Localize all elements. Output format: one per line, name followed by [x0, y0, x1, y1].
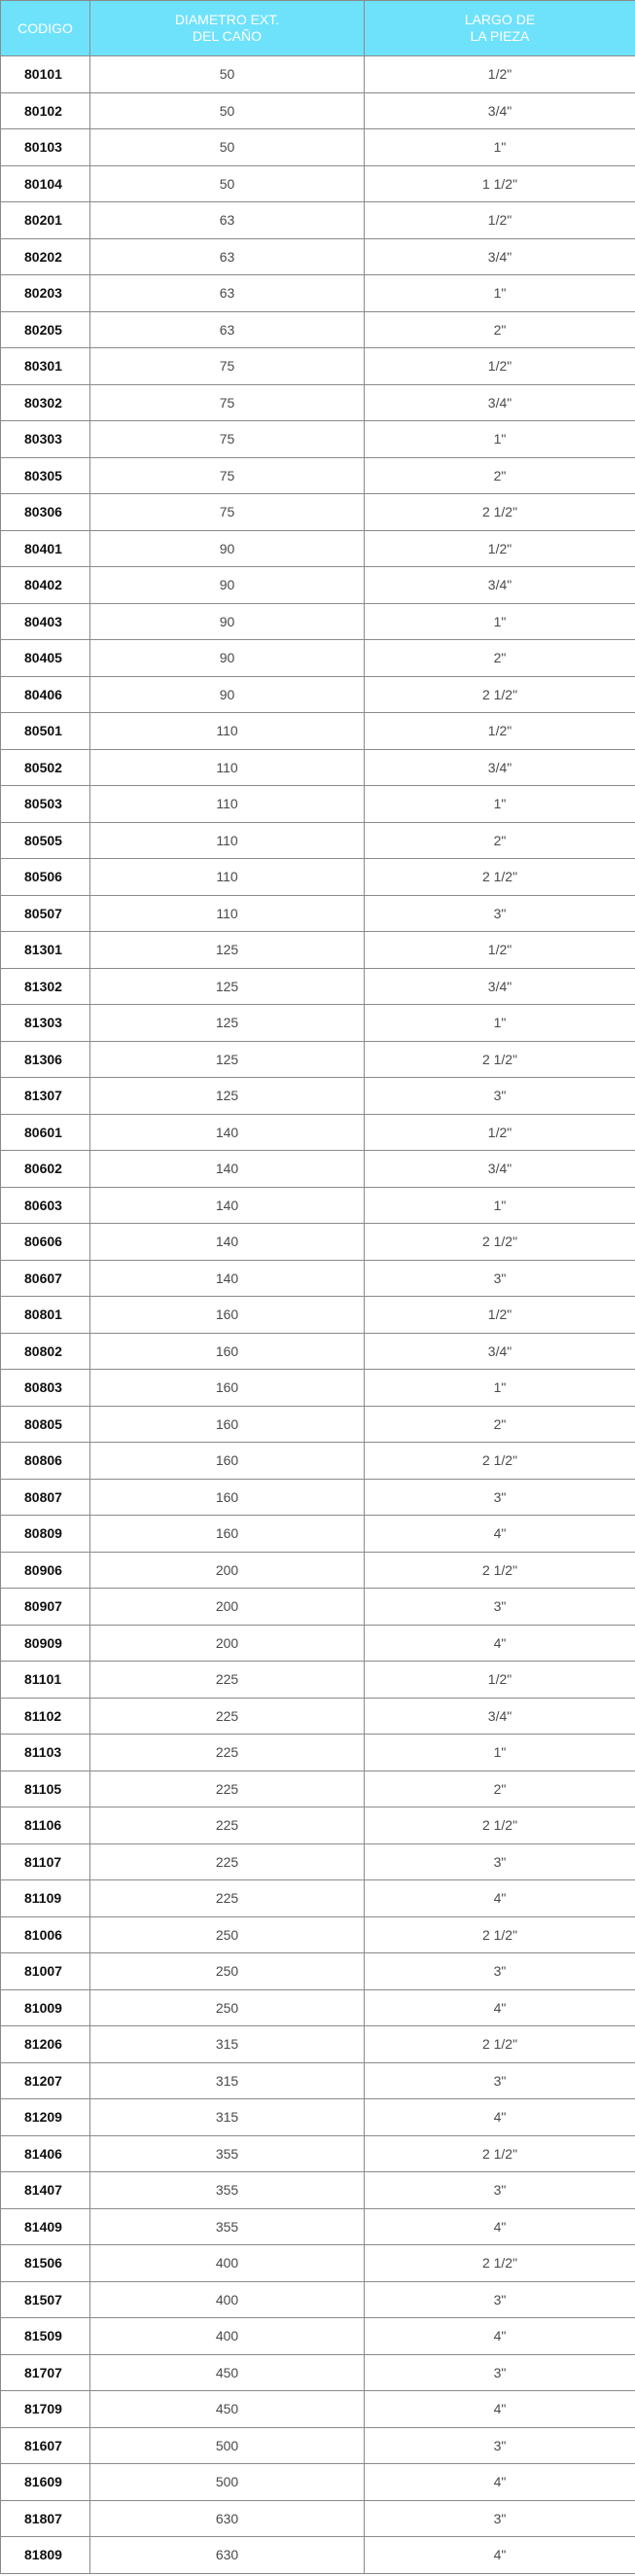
- diameter-cell: 75: [90, 348, 365, 385]
- table-row: [1, 275, 635, 312]
- diameter-cell: 63: [90, 275, 365, 312]
- length-cell: 1/2": [365, 202, 635, 239]
- code-cell: 80803: [1, 1370, 90, 1407]
- code-cell: 80907: [1, 1589, 90, 1626]
- table-row: [1, 2537, 635, 2574]
- code-cell: 81707: [1, 2354, 90, 2391]
- table-row: [1, 859, 635, 896]
- length-cell: 4": [365, 2208, 635, 2245]
- diameter-cell: 225: [90, 1807, 365, 1844]
- table-row: [1, 1406, 635, 1443]
- length-cell: 1": [365, 1370, 635, 1407]
- length-cell: 3": [365, 1260, 635, 1297]
- length-cell: 4": [365, 1880, 635, 1917]
- table-row: [1, 786, 635, 823]
- code-cell: 81709: [1, 2391, 90, 2428]
- diameter-cell: 75: [90, 421, 365, 458]
- table-row: [1, 2172, 635, 2209]
- length-cell: 1": [365, 421, 635, 458]
- code-cell: 80203: [1, 275, 90, 312]
- code-cell: 80502: [1, 749, 90, 786]
- table-row: [1, 2318, 635, 2355]
- table-row: [1, 1078, 635, 1115]
- code-cell: 80301: [1, 348, 90, 385]
- length-cell: 4": [365, 1516, 635, 1553]
- code-cell: 81809: [1, 2537, 90, 2574]
- diameter-cell: 110: [90, 822, 365, 859]
- code-cell: 80809: [1, 1516, 90, 1553]
- code-cell: 81006: [1, 1916, 90, 1953]
- diameter-cell: 355: [90, 2208, 365, 2245]
- length-cell: 2 1/2": [365, 2135, 635, 2172]
- diameter-cell: 355: [90, 2172, 365, 2209]
- diameter-cell: 250: [90, 1916, 365, 1953]
- diameter-cell: 450: [90, 2391, 365, 2428]
- table-row: [1, 348, 635, 385]
- length-cell: 4": [365, 2099, 635, 2136]
- diameter-cell: 315: [90, 2062, 365, 2099]
- table-row: [1, 822, 635, 859]
- diameter-cell: 160: [90, 1406, 365, 1443]
- table-row: [1, 92, 635, 129]
- code-cell: 80401: [1, 530, 90, 567]
- length-cell: 2 1/2": [365, 2245, 635, 2282]
- table-row: [1, 457, 635, 494]
- code-cell: 80405: [1, 640, 90, 677]
- length-cell: 2 1/2": [365, 2026, 635, 2063]
- code-cell: 80402: [1, 567, 90, 604]
- diameter-cell: 500: [90, 2464, 365, 2501]
- code-cell: 81007: [1, 1953, 90, 1990]
- table-row: [1, 895, 635, 932]
- length-cell: 2 1/2": [365, 1224, 635, 1261]
- diameter-cell: 125: [90, 1078, 365, 1115]
- code-cell: 80505: [1, 822, 90, 859]
- table-row: [1, 56, 635, 93]
- diameter-cell: 630: [90, 2500, 365, 2537]
- table-row: [1, 1662, 635, 1699]
- table-row: [1, 1807, 635, 1844]
- code-cell: 80306: [1, 494, 90, 531]
- code-cell: 81407: [1, 2172, 90, 2209]
- code-cell: 80507: [1, 895, 90, 932]
- diameter-cell: 400: [90, 2281, 365, 2318]
- table-row: [1, 1479, 635, 1516]
- diameter-cell: 140: [90, 1114, 365, 1151]
- length-cell: 4": [365, 2537, 635, 2574]
- length-cell: 3/4": [365, 1698, 635, 1735]
- length-cell: 3/4": [365, 92, 635, 129]
- table-row: [1, 1880, 635, 1917]
- length-cell: 1/2": [365, 530, 635, 567]
- table-row: [1, 1989, 635, 2026]
- diameter-cell: 500: [90, 2427, 365, 2464]
- length-cell: 4": [365, 1625, 635, 1662]
- code-cell: 81102: [1, 1698, 90, 1735]
- length-cell: 3/4": [365, 238, 635, 275]
- length-cell: 3": [365, 1843, 635, 1880]
- length-cell: 3/4": [365, 567, 635, 604]
- length-cell: 1": [365, 786, 635, 823]
- length-cell: 3/4": [365, 384, 635, 421]
- code-cell: 80101: [1, 56, 90, 93]
- length-cell: 3/4": [365, 1151, 635, 1188]
- code-cell: 80104: [1, 165, 90, 202]
- length-cell: 2": [365, 311, 635, 348]
- length-cell: 1/2": [365, 1662, 635, 1699]
- table-row: [1, 1370, 635, 1407]
- diameter-cell: 250: [90, 1953, 365, 1990]
- length-cell: 1/2": [365, 348, 635, 385]
- code-cell: 80603: [1, 1187, 90, 1224]
- diameter-cell: 63: [90, 238, 365, 275]
- table-row: [1, 1005, 635, 1042]
- length-cell: 3": [365, 2354, 635, 2391]
- header-code: [1, 1, 90, 56]
- length-cell: 1/2": [365, 713, 635, 750]
- code-cell: 80506: [1, 859, 90, 896]
- table-row: [1, 640, 635, 677]
- code-cell: 80202: [1, 238, 90, 275]
- table-row: [1, 749, 635, 786]
- table-row: [1, 202, 635, 239]
- code-cell: 80303: [1, 421, 90, 458]
- diameter-cell: 315: [90, 2099, 365, 2136]
- length-cell: 2": [365, 1771, 635, 1807]
- diameter-cell: 110: [90, 713, 365, 750]
- code-cell: 80805: [1, 1406, 90, 1443]
- diameter-cell: 450: [90, 2354, 365, 2391]
- header-code-label: CODIGO: [18, 19, 73, 36]
- table-row: [1, 1041, 635, 1078]
- length-cell: 1/2": [365, 56, 635, 93]
- code-cell: 81509: [1, 2318, 90, 2355]
- table-row: [1, 129, 635, 166]
- length-cell: 3": [365, 2062, 635, 2099]
- diameter-cell: 225: [90, 1843, 365, 1880]
- diameter-cell: 140: [90, 1260, 365, 1297]
- diameter-cell: 160: [90, 1479, 365, 1516]
- diameter-cell: 50: [90, 56, 365, 93]
- diameter-cell: 90: [90, 676, 365, 713]
- header-diameter: [90, 1, 365, 56]
- diameter-cell: 630: [90, 2537, 365, 2574]
- table-header-row: [1, 1, 635, 56]
- length-cell: 4": [365, 2391, 635, 2428]
- table-row: [1, 1771, 635, 1807]
- table-row: [1, 2135, 635, 2172]
- diameter-cell: 355: [90, 2135, 365, 2172]
- code-cell: 81506: [1, 2245, 90, 2282]
- length-cell: 1 1/2": [365, 165, 635, 202]
- diameter-cell: 110: [90, 859, 365, 896]
- code-cell: 80205: [1, 311, 90, 348]
- length-cell: 1": [365, 1735, 635, 1771]
- code-cell: 80501: [1, 713, 90, 750]
- diameter-cell: 125: [90, 1041, 365, 1078]
- diameter-cell: 225: [90, 1880, 365, 1917]
- diameter-cell: 50: [90, 92, 365, 129]
- code-cell: 81209: [1, 2099, 90, 2136]
- length-cell: 1": [365, 603, 635, 640]
- code-cell: 81107: [1, 1843, 90, 1880]
- table-row: [1, 2026, 635, 2063]
- code-cell: 80607: [1, 1260, 90, 1297]
- diameter-cell: 160: [90, 1370, 365, 1407]
- table-row: [1, 1224, 635, 1261]
- length-cell: 3": [365, 895, 635, 932]
- table-row: [1, 603, 635, 640]
- table-row: [1, 2427, 635, 2464]
- table-row: [1, 1151, 635, 1188]
- code-cell: 80606: [1, 1224, 90, 1261]
- code-cell: 80503: [1, 786, 90, 823]
- diameter-cell: 63: [90, 311, 365, 348]
- length-cell: 4": [365, 2318, 635, 2355]
- diameter-cell: 75: [90, 457, 365, 494]
- diameter-cell: 110: [90, 786, 365, 823]
- diameter-cell: 315: [90, 2026, 365, 2063]
- length-cell: 3": [365, 2427, 635, 2464]
- length-cell: 1/2": [365, 932, 635, 969]
- table-row: [1, 1114, 635, 1151]
- diameter-cell: 140: [90, 1187, 365, 1224]
- code-cell: 81507: [1, 2281, 90, 2318]
- table-row: [1, 1698, 635, 1735]
- table-row: [1, 1516, 635, 1553]
- table-row: [1, 2062, 635, 2099]
- table-row: [1, 1333, 635, 1370]
- table-row: [1, 1625, 635, 1662]
- table-row: [1, 1260, 635, 1297]
- diameter-cell: 225: [90, 1698, 365, 1735]
- diameter-cell: 200: [90, 1625, 365, 1662]
- table-row: [1, 238, 635, 275]
- diameter-cell: 200: [90, 1552, 365, 1589]
- table-row: [1, 968, 635, 1005]
- length-cell: 2 1/2": [365, 1807, 635, 1844]
- length-cell: 2": [365, 822, 635, 859]
- length-cell: 3/4": [365, 968, 635, 1005]
- table-row: [1, 2245, 635, 2282]
- code-cell: 80403: [1, 603, 90, 640]
- code-cell: 81103: [1, 1735, 90, 1771]
- diameter-cell: 75: [90, 384, 365, 421]
- diameter-cell: 90: [90, 567, 365, 604]
- length-cell: 1": [365, 129, 635, 166]
- code-cell: 81302: [1, 968, 90, 1005]
- code-cell: 81206: [1, 2026, 90, 2063]
- length-cell: 2 1/2": [365, 1916, 635, 1953]
- code-cell: 80302: [1, 384, 90, 421]
- table-row: [1, 311, 635, 348]
- code-cell: 80801: [1, 1297, 90, 1334]
- header-length-line1: LARGO DE: [464, 12, 536, 27]
- diameter-cell: 125: [90, 932, 365, 969]
- length-cell: 1": [365, 1187, 635, 1224]
- table-row: [1, 676, 635, 713]
- table-row: [1, 2208, 635, 2245]
- code-cell: 80601: [1, 1114, 90, 1151]
- diameter-cell: 160: [90, 1333, 365, 1370]
- table-row: [1, 1953, 635, 1990]
- length-cell: 2": [365, 640, 635, 677]
- code-cell: 81106: [1, 1807, 90, 1844]
- code-cell: 80802: [1, 1333, 90, 1370]
- diameter-cell: 90: [90, 603, 365, 640]
- code-cell: 81406: [1, 2135, 90, 2172]
- diameter-cell: 225: [90, 1735, 365, 1771]
- length-cell: 3": [365, 1078, 635, 1115]
- table-row: [1, 567, 635, 604]
- length-cell: 3": [365, 2500, 635, 2537]
- code-cell: 80807: [1, 1479, 90, 1516]
- length-cell: 3/4": [365, 1333, 635, 1370]
- table-row: [1, 2099, 635, 2136]
- table-row: [1, 2464, 635, 2501]
- length-cell: 2": [365, 457, 635, 494]
- length-cell: 2 1/2": [365, 1552, 635, 1589]
- diameter-cell: 225: [90, 1662, 365, 1699]
- table-row: [1, 2500, 635, 2537]
- code-cell: 80906: [1, 1552, 90, 1589]
- code-cell: 81607: [1, 2427, 90, 2464]
- code-cell: 81807: [1, 2500, 90, 2537]
- header-diameter-line1: DIAMETRO EXT.: [174, 12, 280, 27]
- length-cell: 4": [365, 1989, 635, 2026]
- header-length-line2: LA PIEZA: [470, 28, 530, 44]
- table-row: [1, 1735, 635, 1771]
- code-cell: 80305: [1, 457, 90, 494]
- table-row: [1, 1916, 635, 1953]
- table-row: [1, 2281, 635, 2318]
- length-cell: 1/2": [365, 1114, 635, 1151]
- header-diameter-line2: DEL CAÑO: [192, 28, 263, 44]
- code-cell: 81109: [1, 1880, 90, 1917]
- code-cell: 81301: [1, 932, 90, 969]
- table-row: [1, 1187, 635, 1224]
- code-cell: 80602: [1, 1151, 90, 1188]
- diameter-cell: 140: [90, 1151, 365, 1188]
- table-row: [1, 165, 635, 202]
- code-cell: 81101: [1, 1662, 90, 1699]
- diameter-cell: 110: [90, 749, 365, 786]
- diameter-cell: 50: [90, 129, 365, 166]
- table-row: [1, 1297, 635, 1334]
- header-length: [365, 1, 635, 56]
- length-cell: 2 1/2": [365, 676, 635, 713]
- length-cell: 3": [365, 2281, 635, 2318]
- table-row: [1, 1589, 635, 1626]
- diameter-cell: 400: [90, 2318, 365, 2355]
- diameter-cell: 125: [90, 968, 365, 1005]
- code-cell: 80103: [1, 129, 90, 166]
- length-cell: 3": [365, 1589, 635, 1626]
- length-cell: 3": [365, 1953, 635, 1990]
- length-cell: 2 1/2": [365, 1443, 635, 1480]
- code-cell: 80201: [1, 202, 90, 239]
- code-cell: 80909: [1, 1625, 90, 1662]
- table-row: [1, 1443, 635, 1480]
- diameter-cell: 225: [90, 1771, 365, 1807]
- table-row: [1, 1843, 635, 1880]
- length-cell: 4": [365, 2464, 635, 2501]
- diameter-cell: 75: [90, 494, 365, 531]
- diameter-cell: 90: [90, 640, 365, 677]
- table-row: [1, 421, 635, 458]
- diameter-cell: 125: [90, 1005, 365, 1042]
- code-cell: 81609: [1, 2464, 90, 2501]
- diameter-cell: 140: [90, 1224, 365, 1261]
- length-cell: 2 1/2": [365, 494, 635, 531]
- diameter-cell: 400: [90, 2245, 365, 2282]
- length-cell: 3": [365, 1479, 635, 1516]
- code-cell: 81009: [1, 1989, 90, 2026]
- code-cell: 80102: [1, 92, 90, 129]
- diameter-cell: 63: [90, 202, 365, 239]
- diameter-cell: 200: [90, 1589, 365, 1626]
- diameter-cell: 90: [90, 530, 365, 567]
- length-cell: 2 1/2": [365, 1041, 635, 1078]
- table-row: [1, 494, 635, 531]
- code-cell: 81105: [1, 1771, 90, 1807]
- table-row: [1, 530, 635, 567]
- table-row: [1, 384, 635, 421]
- code-cell: 81207: [1, 2062, 90, 2099]
- code-cell: 80406: [1, 676, 90, 713]
- length-cell: 2": [365, 1406, 635, 1443]
- diameter-cell: 160: [90, 1516, 365, 1553]
- table-row: [1, 713, 635, 750]
- code-cell: 80806: [1, 1443, 90, 1480]
- table-row: [1, 1552, 635, 1589]
- table-body: [1, 56, 635, 2574]
- diameter-cell: 160: [90, 1443, 365, 1480]
- code-cell: 81303: [1, 1005, 90, 1042]
- diameter-cell: 160: [90, 1297, 365, 1334]
- code-cell: 81306: [1, 1041, 90, 1078]
- code-cell: 81307: [1, 1078, 90, 1115]
- table-row: [1, 932, 635, 969]
- table-row: [1, 2391, 635, 2428]
- table-row: [1, 2354, 635, 2391]
- length-cell: 1": [365, 1005, 635, 1042]
- code-cell: 81409: [1, 2208, 90, 2245]
- length-cell: 1/2": [365, 1297, 635, 1334]
- diameter-cell: 250: [90, 1989, 365, 2026]
- length-cell: 3/4": [365, 749, 635, 786]
- diameter-cell: 110: [90, 895, 365, 932]
- length-cell: 3": [365, 2172, 635, 2209]
- length-cell: 1": [365, 275, 635, 312]
- length-cell: 2 1/2": [365, 859, 635, 896]
- diameter-cell: 50: [90, 165, 365, 202]
